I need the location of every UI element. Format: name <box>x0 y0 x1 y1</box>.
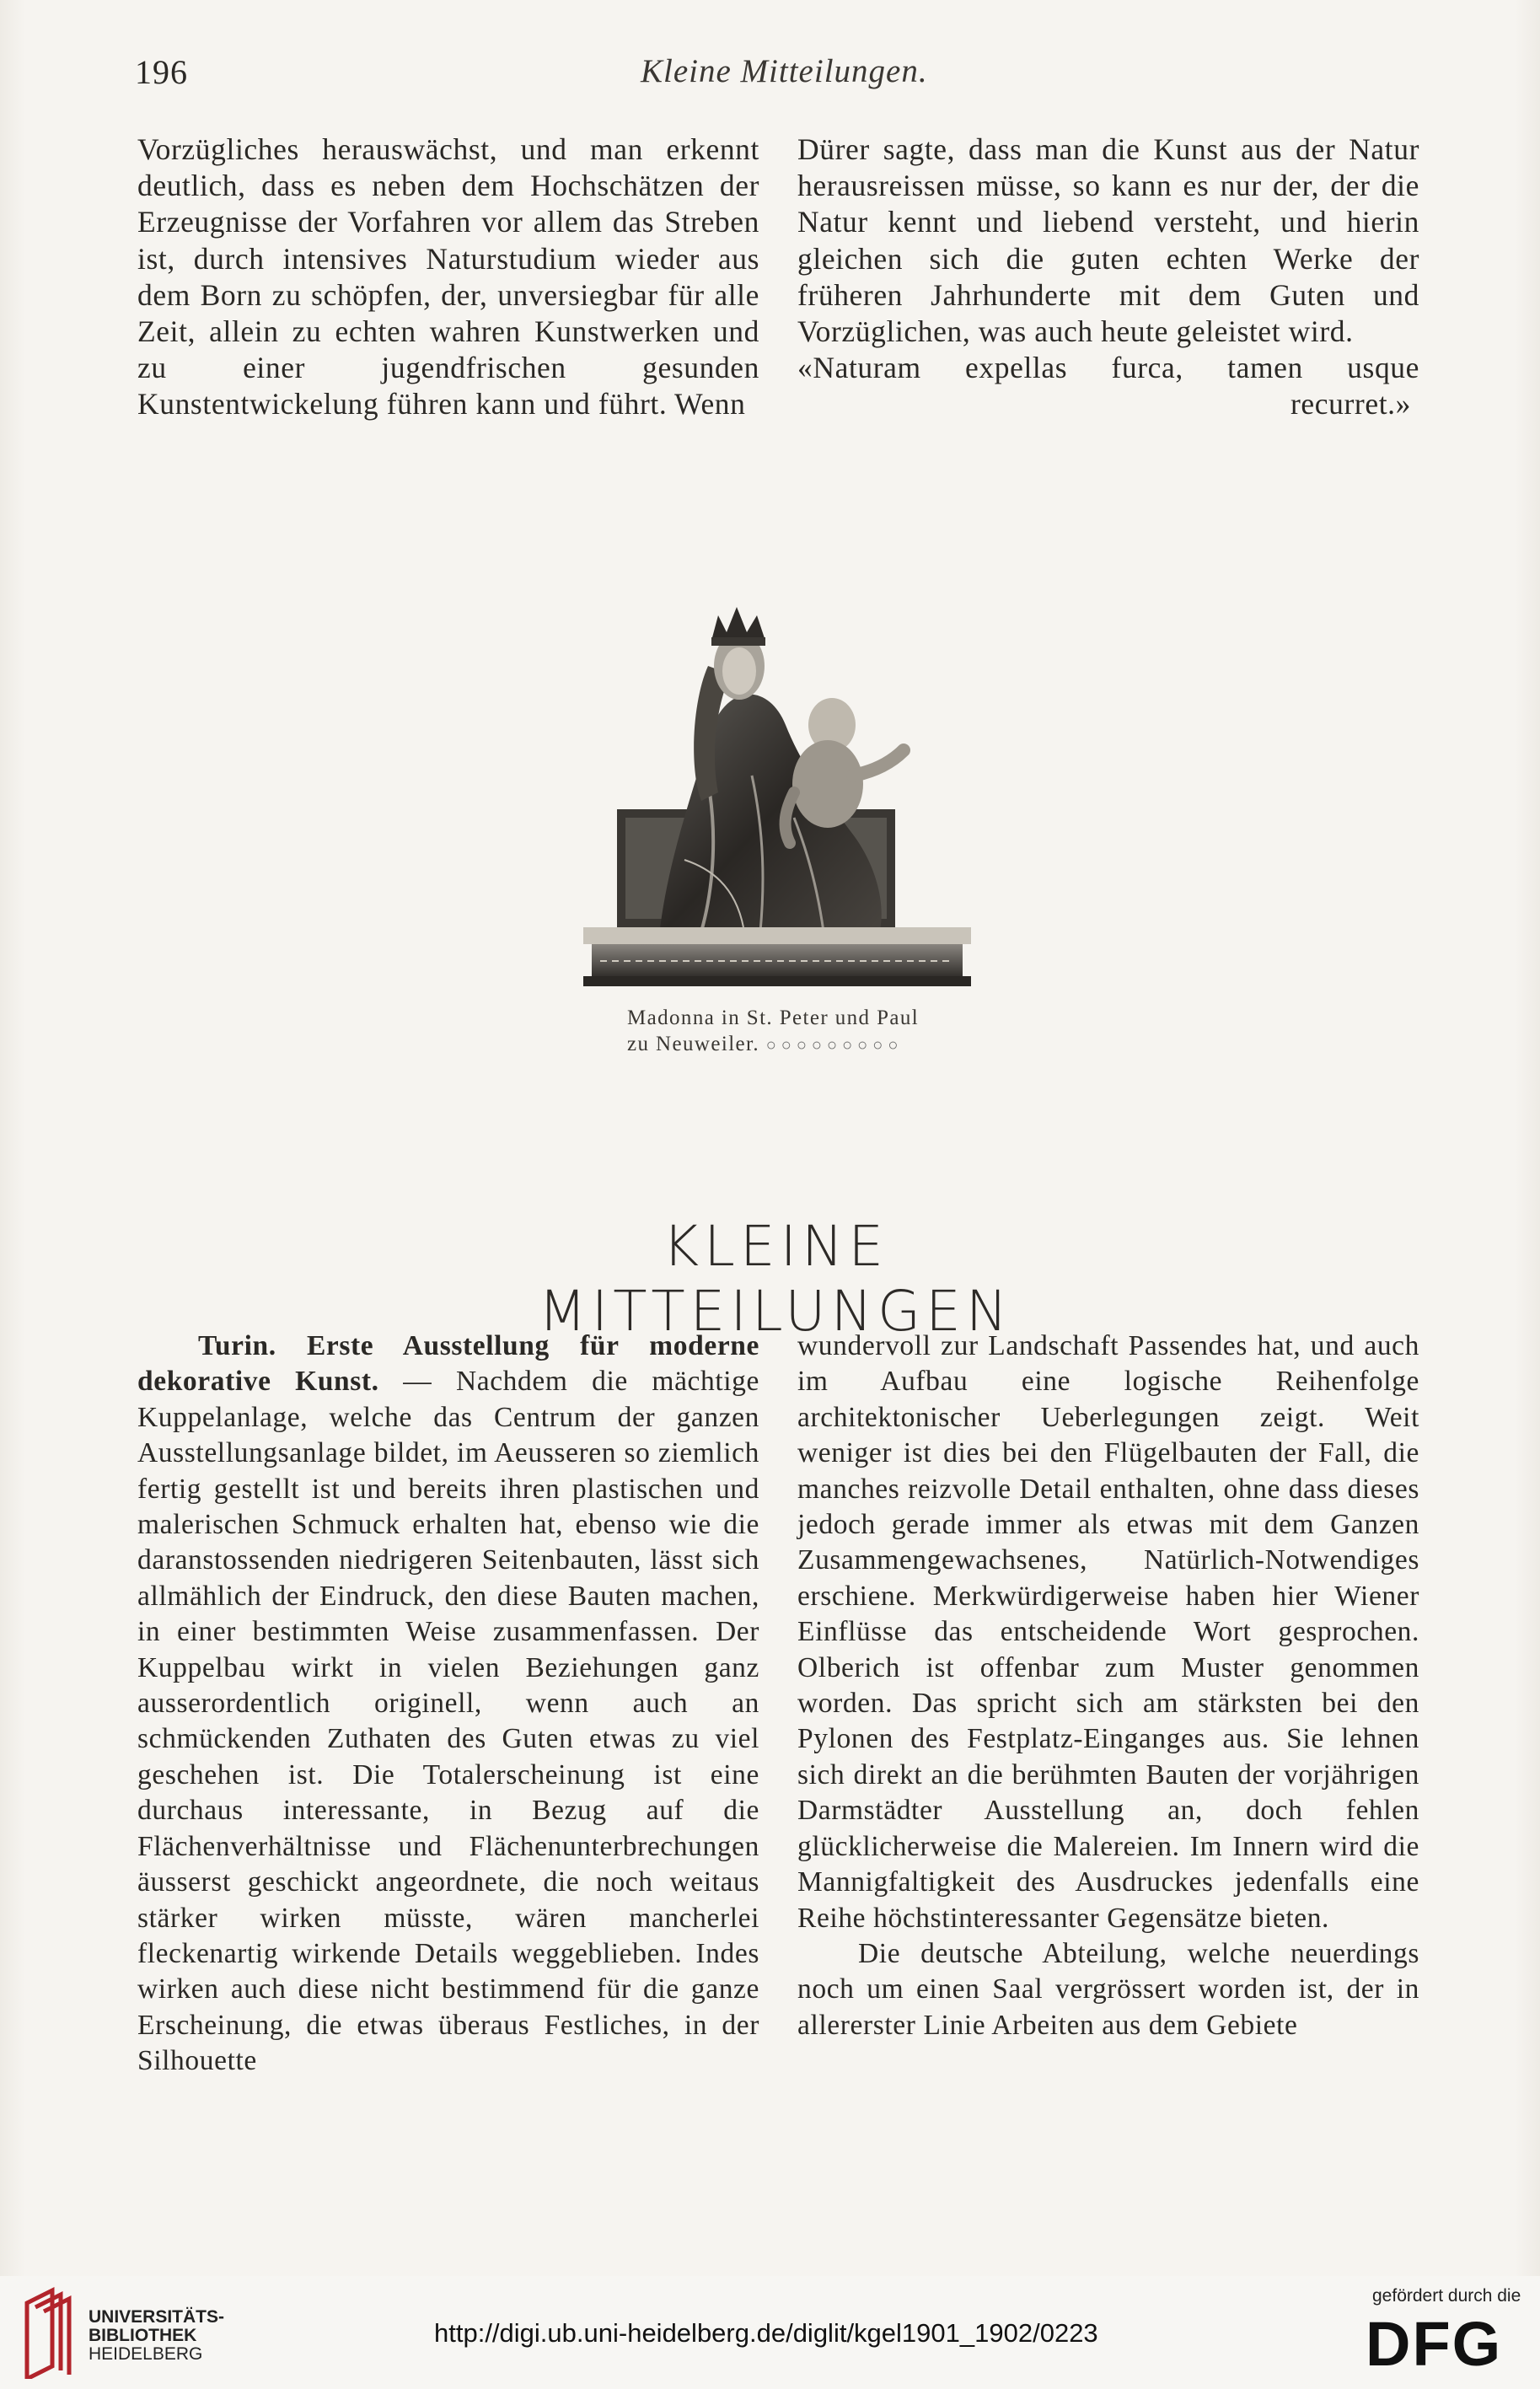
section-heading: KLEINE MITTEILUNGEN <box>538 1214 1013 1344</box>
article-lead: Turin. Erste Ausstellung für moderne dekorative Kunst. <box>137 1330 759 1398</box>
top-right-column <box>797 132 1419 423</box>
article-left-text: — Nachdem die mächtige Kuppelanlage, welche das Centrum der ganzen Ausstellungsanlage bildet, im Aeusseren so ziemlich fertig gestellt ist und bereits ihren plastischen und malerischen Schmuck erhalten hat, ebenso wie die daranstossenden niedrigeren Seitenbauten, lässt sich allmählich der Eindruck, den diese Bauten machen, in einer bestimmten Weise zusammenfassen. Der Kuppelbau wirkt in vielen Beziehungen ganz ausserordentlich originell, wenn auch an schmückenden Zuthaten des Guten etwas zu viel geschehen ist. Die Totalerscheinung ist eine durchaus interessante, in Bezug auf die Flächenverhältnisse und Flächenunterbrechungen äusserst geschickt angeordnete, die noch weitaus stärker wirken müsste, wären mancherlei fleckenartig wirkende Details weggeblieben. Indes wirken auch diese nicht bestimmend für die ganze Erscheinung, die etwas überaus Festliches, in der Silhouette <box>137 1366 759 2077</box>
dfg-logo: DFG <box>1366 2309 1503 2379</box>
article-right-paragraph-2: Die deutsche Abteilung, welche neuerdings noch um einen Saal vergrössert worden ist, der in allererster Linie Arbeiten aus dem Gebiete <box>797 1937 1419 2041</box>
caption-line-2: zu Neuweiler. <box>627 1033 760 1055</box>
running-title: Kleine Mitteilungen. <box>641 53 928 89</box>
funder-label: gefördert durch die <box>1372 2286 1521 2306</box>
university-library-name <box>89 2308 224 2364</box>
quote-line-2: recurret.» <box>1290 387 1411 421</box>
library-line-3: HEIDELBERG <box>89 2344 203 2364</box>
article-right-paragraph-1: wundervoll zur Landschaft Passendes hat, und auch im Aufbau eine logische Reihenfolge architektonischer Ueberlegungen zeigt. Weit weniger ist dies bei den Flügelbauten der Fall, die manches reizvolle Detail enthalten, ohne dass dieses jedoch gerade immer als etwas mit dem Ganzen Zusammengewachsenes, Natürlich-Notwendiges erschiene. Merkwürdigerweise haben hier Wiener Einflüsse das entscheidende Wort gesprochen. Olberich ist offenbar zum Muster genommen worden. Das spricht sich am stärksten bei den Pylonen des Festplatz-Einganges aus. Sie lehnen sich direkt an die berühmten Bauten der vorjährigen Darmstädter Ausstellung an, doch fehlen glücklicherweise die Malereien. Im Innern wird die Mannigfaltigkeit des Ausdruckes jedenfalls eine Reihe höchstinteressanter Gegensätze bieten. <box>797 1330 1419 1934</box>
caption-ornament: ○○○○○○○○○ <box>765 1036 904 1055</box>
library-line-2: BIBLIOTHEK <box>89 2326 197 2345</box>
article-left-column <box>137 1329 759 2080</box>
article-left-paragraph <box>137 1329 759 2080</box>
madonna-figure-image <box>583 582 971 995</box>
article-right-column <box>797 1329 1419 2043</box>
top-right-paragraph: Dürer sagte, dass man die Kunst aus der Natur herausreissen müsse, so kann es nur der, der die Natur kennt und liebend versteht, und hierin gleichen sich die guten echten Werke der früheren Jahrhunderte mit dem Guten und Vorzüglichen, was auch heute geleistet wird. <box>797 132 1419 349</box>
page-number: 196 <box>135 53 188 91</box>
figure-caption <box>627 1005 981 1059</box>
university-library-logo-icon <box>19 2286 78 2379</box>
top-left-paragraph: Vorzügliches herauswächst, und man erkennt deutlich, dass es neben dem Hochschätzen der Erzeugnisse der Vorfahren vor allem das Streben ist, durch intensives Naturstudium wieder aus dem Born zu schöpfen, der, unversiegbar für alle Zeit, allein zu echten wahren Kunstwerken und zu einer jugendfrischen gesunden Kunstentwickelung führen kann und führt. Wenn <box>137 132 759 421</box>
library-line-1: UNIVERSITÄTS- <box>89 2307 225 2327</box>
caption-line-1: Madonna in St. Peter und Paul <box>627 1007 920 1029</box>
top-left-column <box>137 132 759 423</box>
digitization-url[interactable]: http://digi.ub.uni-heidelberg.de/diglit/kgel1901_1902/0223 <box>434 2318 1098 2348</box>
quote-line-1: «Naturam expellas furca, tamen usque <box>797 351 1419 385</box>
